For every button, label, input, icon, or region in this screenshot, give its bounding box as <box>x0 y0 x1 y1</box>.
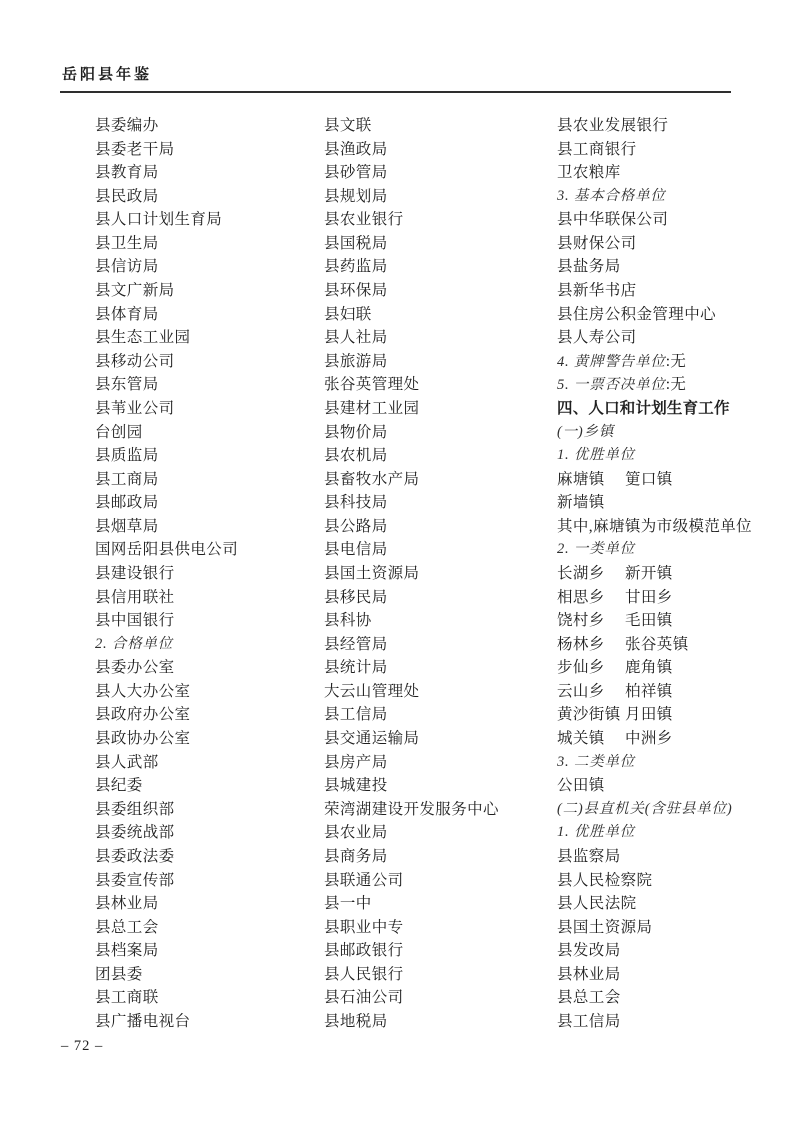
list-item: 县交通运输局 <box>324 730 420 748</box>
list-item: 县城建投 <box>324 777 388 795</box>
column-left <box>95 114 327 1034</box>
list-item: 台创园 <box>95 423 143 441</box>
section-sub-label: (一)乡镇 <box>557 423 615 440</box>
list-item: 县环保局 <box>324 282 388 300</box>
township-pair <box>557 680 789 704</box>
list-item: 县质监局 <box>95 447 159 465</box>
list-item: 卫农粮库 <box>557 164 621 182</box>
list-item: 县人武部 <box>95 753 159 771</box>
list-item: 县生态工业园 <box>95 329 191 347</box>
list-item: 县建材工业园 <box>324 399 420 417</box>
list-item: 县经管局 <box>324 635 388 653</box>
list-item: 县委组织部 <box>95 800 175 818</box>
section-sub-label: 3. 二类单位 <box>557 753 636 770</box>
list-item: 县体育局 <box>95 305 159 323</box>
township-name: 云山乡 <box>557 682 605 700</box>
list-item: 县委老干局 <box>95 140 175 158</box>
list-item: 县地税局 <box>324 1012 388 1030</box>
list-item: 县纪委 <box>95 777 143 795</box>
list-item: 县建设银行 <box>95 564 175 582</box>
list-item: 县广播电视台 <box>95 1012 191 1030</box>
list-item: 国网岳阳县供电公司 <box>95 541 239 559</box>
section-sub-label: 1. 优胜单位 <box>557 447 636 464</box>
list-item: 县人社局 <box>324 329 388 347</box>
list-item: 县人民法院 <box>557 895 637 913</box>
list-item: 县住房公积金管理中心 <box>557 305 717 323</box>
township-pair <box>557 703 789 727</box>
list-item: 其中,麻塘镇为市级模范单位 <box>557 517 753 535</box>
sub-label-value: :无 <box>665 352 687 370</box>
list-item: 县一中 <box>324 895 372 913</box>
page-number: – 72 – <box>61 1038 104 1054</box>
list-item: 县工信局 <box>324 706 388 724</box>
section-heading: 四、人口和计划生育工作 <box>557 399 730 417</box>
list-item: 县电信局 <box>324 541 388 559</box>
township-pair <box>557 656 789 680</box>
list-item: 县规划局 <box>324 187 388 205</box>
township-pair <box>557 586 789 610</box>
list-item: 公田镇 <box>557 777 605 795</box>
list-item: 县物价局 <box>324 423 388 441</box>
list-item: 县人口计划生育局 <box>95 211 223 229</box>
list-item: 县国税局 <box>324 234 388 252</box>
township-pair <box>557 562 789 586</box>
sub-label-text: 4. 黄牌警告单位 <box>557 353 666 370</box>
list-item: 县畜牧水产局 <box>324 470 420 488</box>
header-rule <box>60 91 731 93</box>
township-name: 中洲乡 <box>625 730 673 748</box>
list-item: 县商务局 <box>324 847 388 865</box>
list-item: 县政府办公室 <box>95 706 191 724</box>
list-item: 县国土资源局 <box>557 918 653 936</box>
list-item: 县文联 <box>324 117 372 134</box>
list-item: 县总工会 <box>557 989 621 1007</box>
section-sub-label: 2. 合格单位 <box>95 635 174 652</box>
list-item: 县科协 <box>324 612 372 630</box>
list-item: 新墙镇 <box>557 494 605 512</box>
township-name: 筻口镇 <box>625 470 673 488</box>
list-item: 县财保公司 <box>557 234 637 252</box>
township-name: 月田镇 <box>625 706 673 724</box>
list-item: 县委宣传部 <box>95 871 175 889</box>
list-item: 县公路局 <box>324 517 388 535</box>
township-name: 张谷英镇 <box>625 635 689 653</box>
list-item: 县政协办公室 <box>95 730 191 748</box>
list-item: 县房产局 <box>324 753 388 771</box>
list-item: 县国土资源局 <box>324 564 420 582</box>
list-item: 县工商联 <box>95 989 159 1007</box>
list-item: 县移动公司 <box>95 352 175 370</box>
list-item: 县新华书店 <box>557 282 637 300</box>
section-sub-label: 1. 优胜单位 <box>557 824 636 841</box>
list-item: 县信用联社 <box>95 588 175 606</box>
list-item: 县发改局 <box>557 942 621 960</box>
township-name: 长湖乡 <box>557 564 605 582</box>
list-item: 县农机局 <box>324 447 388 465</box>
section-sub-label: (二)县直机关(含驻县单位) <box>557 800 733 817</box>
section-sub-label: 3. 基本合格单位 <box>557 187 666 204</box>
list-item: 县工信局 <box>557 1012 621 1030</box>
list-item: 县人民银行 <box>324 965 404 983</box>
list-item: 县民政局 <box>95 187 159 205</box>
township-name: 鹿角镇 <box>625 659 673 677</box>
list-item: 县教育局 <box>95 164 159 182</box>
sub-label-text: 5. 一票否决单位 <box>557 377 666 394</box>
township-name: 新开镇 <box>625 564 673 582</box>
list-item: 县中国银行 <box>95 612 175 630</box>
list-item: 县林业局 <box>95 895 159 913</box>
list-item: 张谷英管理处 <box>324 376 420 394</box>
list-item: 荣湾湖建设开发服务中心 <box>324 800 499 818</box>
list-item: 县科技局 <box>324 494 388 512</box>
list-item: 县烟草局 <box>95 517 159 535</box>
list-item: 县工商局 <box>95 470 159 488</box>
list-item: 县文广新局 <box>95 282 175 300</box>
list-item: 大云山管理处 <box>324 682 420 700</box>
township-name: 麻塘镇 <box>557 470 605 488</box>
list-item: 县苇业公司 <box>95 399 175 417</box>
list-item: 县邮政银行 <box>324 942 404 960</box>
list-item: 县渔政局 <box>324 140 388 158</box>
township-name: 甘田乡 <box>625 588 673 606</box>
list-item: 县中华联保公司 <box>557 211 669 229</box>
list-item: 县委编办 <box>95 117 159 134</box>
section-sub-label: 2. 一类单位 <box>557 541 636 558</box>
list-item: 县砂管局 <box>324 164 388 182</box>
list-item: 县卫生局 <box>95 234 159 252</box>
list-item: 县农业局 <box>324 824 388 842</box>
list-item: 县农业银行 <box>324 211 404 229</box>
list-item: 县妇联 <box>324 305 372 323</box>
column-middle <box>324 114 556 1034</box>
township-pair <box>557 633 789 657</box>
list-item: 县信访局 <box>95 258 159 276</box>
list-item: 县委办公室 <box>95 659 175 677</box>
list-item: 县石油公司 <box>324 989 404 1007</box>
list-item: 县工商银行 <box>557 140 637 158</box>
township-name: 杨林乡 <box>557 635 605 653</box>
list-item: 县盐务局 <box>557 258 621 276</box>
list-item: 县人大办公室 <box>95 682 191 700</box>
list-item: 县移民局 <box>324 588 388 606</box>
list-item: 县旅游局 <box>324 352 388 370</box>
list-item: 县东管局 <box>95 376 159 394</box>
township-name: 黄沙街镇 <box>557 706 621 724</box>
section-sub-label <box>557 373 789 397</box>
list-item: 县人民检察院 <box>557 871 653 889</box>
township-name: 柏祥镇 <box>625 682 673 700</box>
list-item: 县总工会 <box>95 918 159 936</box>
township-name: 步仙乡 <box>557 659 605 677</box>
list-item: 县监察局 <box>557 847 621 865</box>
list-item: 县委统战部 <box>95 824 175 842</box>
section-sub-label <box>557 350 789 374</box>
township-name: 城关镇 <box>557 730 605 748</box>
township-pair <box>557 468 789 492</box>
column-right <box>557 114 789 1034</box>
list-item: 县林业局 <box>557 965 621 983</box>
township-name: 毛田镇 <box>625 612 673 630</box>
township-name: 相思乡 <box>557 588 605 606</box>
list-item: 县统计局 <box>324 659 388 677</box>
list-item: 县档案局 <box>95 942 159 960</box>
list-item: 县农业发展银行 <box>557 117 669 134</box>
sub-label-value: :无 <box>665 376 687 394</box>
list-item: 县人寿公司 <box>557 329 637 347</box>
township-pair <box>557 609 789 633</box>
township-pair <box>557 727 789 751</box>
list-item: 县职业中专 <box>324 918 404 936</box>
list-item: 县委政法委 <box>95 847 175 865</box>
page-header-title: 岳阳县年鉴 <box>62 67 153 83</box>
list-item: 县药监局 <box>324 258 388 276</box>
list-item: 县邮政局 <box>95 494 159 512</box>
list-item: 县联通公司 <box>324 871 404 889</box>
list-item: 团县委 <box>95 965 143 983</box>
township-name: 饶村乡 <box>557 612 605 630</box>
